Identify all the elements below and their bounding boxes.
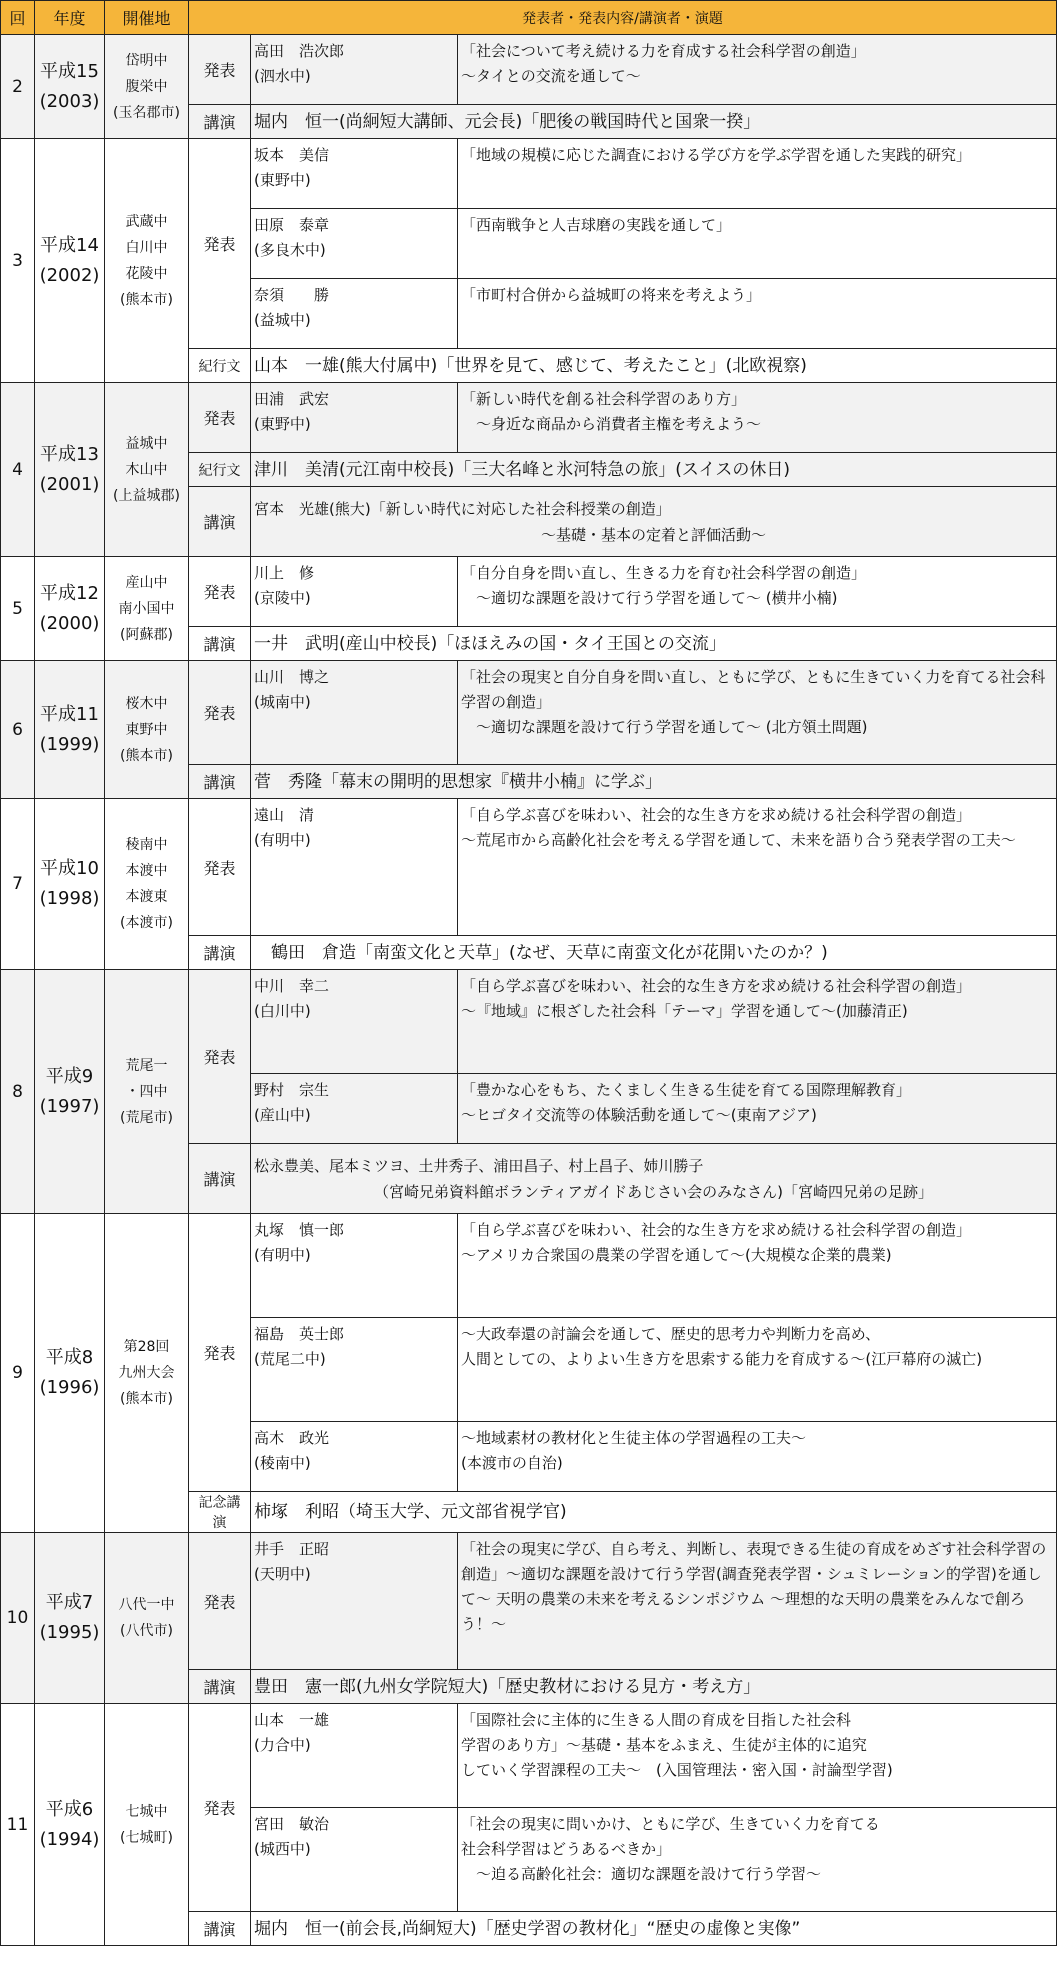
lecture-cell — [251, 1144, 1057, 1214]
presenter-cell — [251, 139, 458, 209]
presenter-line: (有明中) — [254, 1246, 311, 1264]
topic-line: ～アメリカ合衆国の農業の学習を通して～(大規模な企業的農業) — [461, 1246, 892, 1264]
topic-line: していく学習課程の工夫～ (入国管理法・密入国・討論型学習) — [461, 1761, 893, 1779]
venue-cell — [105, 557, 189, 661]
presenter-line: (産山中) — [254, 1106, 311, 1124]
header-content: 発表者・発表内容/講演者・演題 — [189, 1, 1057, 35]
topic-cell — [458, 1704, 1057, 1808]
topic-line: ～適切な課題を設けて行う学習を通して～ (横井小楠) — [461, 589, 838, 607]
venue-line: (七城町) — [120, 1829, 173, 1846]
topic-line: 学習のあり方」～基礎・基本をふまえ、生徒が主体的に追究 — [461, 1736, 867, 1754]
topic-cell — [458, 661, 1057, 765]
presenter-line: (益城中) — [254, 311, 311, 329]
presenter-line: (城南中) — [254, 693, 311, 711]
lecture-cell — [251, 936, 1057, 970]
lecture-cell — [251, 627, 1057, 661]
session-number: 10 — [1, 1533, 35, 1704]
year-cell — [35, 139, 105, 383]
topic-line: 「社会の現実に学び、自ら考え、判断し、表現できる生徒の育成をめざす社会科学習の創造」～適切な課題を設けて行う学習(調査発表学習・シュミレーション的学習)を通して～ 天明の農業の未来を考えるシンポジウム ～理想的な天明の農業をみんなで創ろう！～ — [461, 1540, 1047, 1633]
topic-cell — [458, 970, 1057, 1074]
western-year: (1995) — [39, 1622, 100, 1643]
presenter-line: 山川 博之 — [254, 668, 330, 686]
era-year: 平成14 — [40, 234, 99, 256]
era-year: 平成7 — [45, 1592, 94, 1613]
topic-line: 「市町村合併から益城町の将来を考えよう」 — [461, 286, 762, 304]
era-year: 平成12 — [40, 582, 99, 604]
presenter-line: 奈須 勝 — [254, 286, 330, 304]
year-cell — [35, 1704, 105, 1946]
lecture-cell — [251, 349, 1057, 383]
session-type: 講演 — [189, 1912, 251, 1946]
venue-cell — [105, 139, 189, 383]
presenter-cell — [251, 279, 458, 349]
presenter-line: (天明中) — [254, 1565, 311, 1583]
venue-line: 武蔵中 — [125, 213, 168, 230]
venue-cell — [105, 970, 189, 1214]
topic-cell — [458, 799, 1057, 936]
year-cell — [35, 1533, 105, 1704]
venue-cell — [105, 383, 189, 557]
topic-line: ～タイとの交流を通して～ — [461, 67, 641, 85]
topic-cell — [458, 35, 1057, 105]
lecture-line: ～基礎・基本の定着と評価活動～ — [541, 525, 767, 544]
venue-line: (熊本市) — [120, 1391, 173, 1407]
header-year: 年度 — [35, 1, 105, 35]
venue-cell — [105, 1214, 189, 1533]
topic-line: ～身近な商品から消費者主権を考えよう～ — [461, 415, 762, 433]
presenter-line: (力合中) — [254, 1736, 311, 1754]
presenter-line: (東野中) — [254, 171, 311, 189]
table-row — [1, 1704, 1057, 1808]
topic-line: (本渡市の自治) — [461, 1454, 563, 1472]
lecture-cell — [251, 487, 1057, 557]
topic-cell — [458, 1533, 1057, 1670]
western-year: (2002) — [39, 264, 100, 286]
venue-line: 七城中 — [125, 1803, 168, 1820]
lecture-line: 堀内 恒一(尚絅短大講師、元会長)「肥後の戦国時代と国衆一揆」 — [254, 111, 761, 132]
session-type: 紀行文 — [189, 453, 251, 487]
venue-line: 益城中 — [125, 435, 168, 452]
presenter-line: 田浦 武宏 — [254, 390, 330, 408]
topic-line: 「自ら学ぶ喜びを味わい、社会的な生き方を求め続ける社会科学習の創造」 — [461, 977, 972, 995]
presenter-cell — [251, 970, 458, 1074]
venue-line: 花陵中 — [125, 265, 168, 282]
table-body — [1, 35, 1057, 1946]
topic-cell — [458, 1318, 1057, 1422]
presenter-cell — [251, 1074, 458, 1144]
era-year: 平成8 — [45, 1347, 94, 1368]
session-type: 発表 — [189, 1214, 251, 1492]
session-type: 発表 — [189, 661, 251, 765]
western-year: (2003) — [39, 90, 100, 112]
session-type: 発表 — [189, 970, 251, 1144]
venue-line: 岱明中 — [125, 52, 168, 69]
table-row — [1, 1533, 1057, 1670]
topic-line: 「豊かな心をもち、たくましく生きる生徒を育てる国際理解教育」 — [461, 1081, 912, 1099]
topic-line: ～大政奉還の討論会を通して、歴史的思考力や判断力を高め、 — [461, 1325, 881, 1343]
topic-line: ～適切な課題を設けて行う学習を通して～ (北方領土問題) — [461, 718, 868, 736]
year-cell — [35, 1214, 105, 1533]
venue-line: (阿蘇郡) — [120, 626, 173, 643]
topic-line: 「社会の現実に問いかけ、ともに学び、生きていく力を育てる — [461, 1815, 880, 1833]
presenter-cell — [251, 1808, 458, 1912]
western-year: (1996) — [39, 1377, 100, 1398]
presenter-cell — [251, 1318, 458, 1422]
session-type: 発表 — [189, 35, 251, 105]
topic-line: 「社会の現実と自分自身を問い直し、ともに学び、ともに生きていく力を育てる社会科学習の創造」 — [461, 668, 1046, 711]
session-type: 講演 — [189, 765, 251, 799]
venue-line: (熊本市) — [120, 747, 173, 764]
session-type: 発表 — [189, 383, 251, 453]
lecture-cell — [251, 1492, 1057, 1533]
lecture-line: 豊田 憲一郎(九州女学院短大)「歴史教材における見方・考え方」 — [254, 1676, 761, 1697]
lecture-line: 一井 武明(産山中校長)「ほほえみの国・タイ王国との交流」 — [254, 633, 726, 654]
table-row — [1, 139, 1057, 209]
venue-line: 桜木中 — [125, 695, 168, 712]
topic-line: 「国際社会に主体的に生きる人間の育成を目指した社会科 — [461, 1711, 852, 1729]
year-cell — [35, 970, 105, 1214]
topic-line: 「自ら学ぶ喜びを味わい、社会的な生き方を求め続ける社会科学習の創造」 — [461, 806, 972, 824]
lecture-line: 宮本 光雄(熊大)「新しい時代に対応した社会科授業の創造」 — [254, 499, 671, 518]
presenter-cell — [251, 1422, 458, 1492]
era-year: 平成10 — [40, 858, 99, 879]
lecture-cell — [251, 453, 1057, 487]
presenter-cell — [251, 1214, 458, 1318]
topic-cell — [458, 1214, 1057, 1318]
presenter-line: (稜南中) — [254, 1454, 311, 1472]
topic-line: ～荒尾市から高齢化社会を考える学習を通して、未来を語り合う発表学習の工夫～ — [461, 831, 1016, 849]
presenter-line: 高木 政光 — [254, 1429, 330, 1447]
session-number: 5 — [1, 557, 35, 661]
western-year: (1997) — [39, 1095, 100, 1117]
topic-cell — [458, 557, 1057, 627]
presenter-line: 遠山 清 — [254, 806, 315, 824]
presenter-line: 坂本 美信 — [254, 146, 330, 164]
session-number: 2 — [1, 35, 35, 139]
venue-line: 第28回 — [123, 1339, 170, 1355]
topic-line: 「地域の規模に応じた調査における学び方を学ぶ学習を通した実践的研究」 — [461, 146, 972, 164]
topic-line: 「西南戦争と人吉球磨の実践を通して」 — [461, 216, 732, 234]
lecture-line: 山本 一雄(熊大付属中)「世界を見て、感じて、考えたこと」(北欧視察) — [254, 355, 807, 376]
topic-line: 「社会について考え続ける力を育成する社会科学習の創造」 — [461, 42, 866, 60]
table-row — [1, 970, 1057, 1074]
topic-line: ～迫る高齢化社会：適切な課題を設けて行う学習～ — [461, 1865, 822, 1883]
era-year: 平成6 — [45, 1798, 94, 1820]
western-year: (1994) — [39, 1828, 100, 1850]
lecture-line: 柿塚 利昭（埼玉大学、元文部省視学官) — [254, 1502, 567, 1522]
session-number: 11 — [1, 1704, 35, 1946]
session-type: 発表 — [189, 799, 251, 936]
presenter-line: 丸塚 慎一郎 — [254, 1221, 345, 1239]
topic-cell — [458, 209, 1057, 279]
presenter-line: 田原 泰章 — [254, 216, 330, 234]
topic-line: ～『地域』に根ざした社会科「テーマ」学習を通して～(加藤清正) — [461, 1002, 908, 1020]
topic-line: 「自ら学ぶ喜びを味わい、社会的な生き方を求め続ける社会科学習の創造」 — [461, 1221, 972, 1239]
table-row — [1, 557, 1057, 627]
table-row — [1, 383, 1057, 453]
venue-line: (玉名郡市) — [113, 104, 180, 121]
presenter-cell — [251, 209, 458, 279]
era-year: 平成9 — [45, 1065, 94, 1087]
table-row — [1, 35, 1057, 105]
year-cell — [35, 383, 105, 557]
presenter-cell — [251, 1704, 458, 1808]
year-cell — [35, 661, 105, 799]
presenter-cell — [251, 35, 458, 105]
lecture-cell — [251, 765, 1057, 799]
venue-line: 南小国中 — [118, 600, 175, 617]
session-type: 講演 — [189, 936, 251, 970]
session-type: 発表 — [189, 1533, 251, 1670]
presenter-line: 井手 正昭 — [254, 1540, 330, 1558]
topic-line: 「新しい時代を創る社会科学習のあり方」 — [461, 390, 747, 408]
venue-line: (上益城郡) — [113, 487, 180, 504]
venue-line: (熊本市) — [120, 291, 173, 308]
venue-line: 産山中 — [125, 574, 168, 591]
table-row — [1, 1214, 1057, 1318]
presenter-line: (城西中) — [254, 1840, 311, 1858]
presenter-cell — [251, 557, 458, 627]
topic-line: 「自分自身を問い直し、生きる力を育む社会科学習の創造」 — [461, 564, 867, 582]
venue-line: 荒尾一 — [125, 1057, 168, 1074]
session-type: 紀行文 — [189, 349, 251, 383]
era-year: 平成15 — [40, 60, 99, 82]
session-type: 講演 — [189, 487, 251, 557]
lecture-line: 津川 美清(元江南中校長)「三大名峰と氷河特急の旅」(スイスの休日) — [254, 459, 791, 480]
session-number: 3 — [1, 139, 35, 383]
topic-line: 社会科学習はどうあるべきか」 — [461, 1840, 672, 1858]
venue-line: 九州大会 — [118, 1365, 175, 1381]
header-no: 回 — [1, 1, 35, 35]
presenter-line: (東野中) — [254, 415, 311, 433]
presenter-line: 福島 英士郎 — [254, 1325, 345, 1343]
presenter-line: 高田 浩次郎 — [254, 42, 345, 60]
topic-cell — [458, 1074, 1057, 1144]
table-row — [1, 799, 1057, 936]
year-cell — [35, 557, 105, 661]
presenter-line: (京陵中) — [254, 589, 311, 607]
session-type: 発表 — [189, 1704, 251, 1912]
venue-cell — [105, 1533, 189, 1704]
presenter-line: 中川 幸二 — [254, 977, 330, 995]
venue-line: (八代市) — [120, 1623, 173, 1639]
presenter-line: 宮田 敏治 — [254, 1815, 330, 1833]
venue-cell — [105, 35, 189, 139]
presenter-line: 川上 修 — [254, 564, 315, 582]
presenter-line: 野村 宗生 — [254, 1081, 330, 1099]
session-number: 7 — [1, 799, 35, 970]
topic-line: 人間としての、よりよい生き方を思索する能力を育成する～(江戸幕府の滅亡) — [461, 1350, 983, 1368]
table-row — [1, 661, 1057, 765]
session-number: 8 — [1, 970, 35, 1214]
lecture-line: 菅 秀隆「幕末の開明的思想家『横井小楠』に学ぶ」 — [254, 771, 662, 792]
venue-line: 八代一中 — [118, 1597, 175, 1613]
topic-cell — [458, 1422, 1057, 1492]
venue-line: 稜南中 — [125, 837, 168, 853]
presenter-line: (多良木中) — [254, 241, 326, 259]
topic-line: ～ヒゴタイ交流等の体験活動を通して～(東南アジア) — [461, 1106, 817, 1124]
venue-line: 東野中 — [125, 721, 168, 738]
venue-line: 白川中 — [125, 239, 168, 256]
western-year: (1999) — [39, 733, 100, 755]
session-type: 講演 — [189, 1144, 251, 1214]
header-venue: 開催地 — [105, 1, 189, 35]
topic-cell — [458, 139, 1057, 209]
lecture-line: 堀内 恒一(前会長,尚絅短大)「歴史学習の教材化」“歴史の虚像と実像” — [254, 1918, 801, 1939]
topic-cell — [458, 1808, 1057, 1912]
western-year: (2001) — [39, 473, 100, 495]
session-number: 6 — [1, 661, 35, 799]
venue-cell — [105, 661, 189, 799]
session-type: 講演 — [189, 627, 251, 661]
era-year: 平成13 — [40, 443, 99, 465]
western-year: (2000) — [39, 612, 100, 634]
presenter-line: (有明中) — [254, 831, 311, 849]
session-type: 講演 — [189, 1670, 251, 1704]
presenter-line: 山本 一雄 — [254, 1711, 330, 1729]
presenter-cell — [251, 383, 458, 453]
venue-cell — [105, 1704, 189, 1946]
session-number: 9 — [1, 1214, 35, 1533]
presenter-line: (荒尾二中) — [254, 1350, 326, 1368]
presenter-cell — [251, 799, 458, 936]
lecture-cell — [251, 1912, 1057, 1946]
presenter-line: (白川中) — [254, 1002, 311, 1020]
venue-cell — [105, 799, 189, 970]
session-type: 講演 — [189, 105, 251, 139]
presenter-cell — [251, 661, 458, 765]
lecture-line: 鶴田 倉造「南蛮文化と天草」(なぜ、天草に南蛮文化が花開いたのか？) — [254, 942, 828, 963]
topic-line: ～地域素材の教材化と生徒主体の学習過程の工夫～ — [461, 1429, 807, 1447]
lecture-cell — [251, 1670, 1057, 1704]
presenter-line: (泗水中) — [254, 67, 311, 85]
session-type: 記念講演 — [189, 1492, 251, 1533]
year-cell — [35, 799, 105, 970]
era-year: 平成11 — [40, 703, 99, 725]
lecture-line: （宮崎兄弟資料館ボランティアガイドあじさい会のみなさん)「宮崎四兄弟の足跡」 — [373, 1182, 934, 1201]
lecture-cell — [251, 105, 1057, 139]
venue-line: 腹栄中 — [125, 78, 168, 95]
venue-line: (荒尾市) — [120, 1109, 173, 1126]
venue-line: 本渡中 — [125, 863, 168, 879]
topic-cell — [458, 279, 1057, 349]
venue-line: 木山中 — [125, 461, 168, 478]
western-year: (1998) — [39, 888, 100, 909]
presenter-cell — [251, 1533, 458, 1670]
venue-line: (本渡市) — [120, 915, 173, 931]
year-cell — [35, 35, 105, 139]
venue-line: 本渡東 — [125, 889, 168, 905]
session-number: 4 — [1, 383, 35, 557]
topic-cell — [458, 383, 1057, 453]
lecture-line: 松永豊美、尾本ミツヨ、土井秀子、浦田昌子、村上昌子、姉川勝子 — [254, 1156, 704, 1175]
header-row — [1, 1, 1057, 35]
venue-line: ・四中 — [125, 1083, 168, 1100]
session-type: 発表 — [189, 557, 251, 627]
session-type: 発表 — [189, 139, 251, 349]
